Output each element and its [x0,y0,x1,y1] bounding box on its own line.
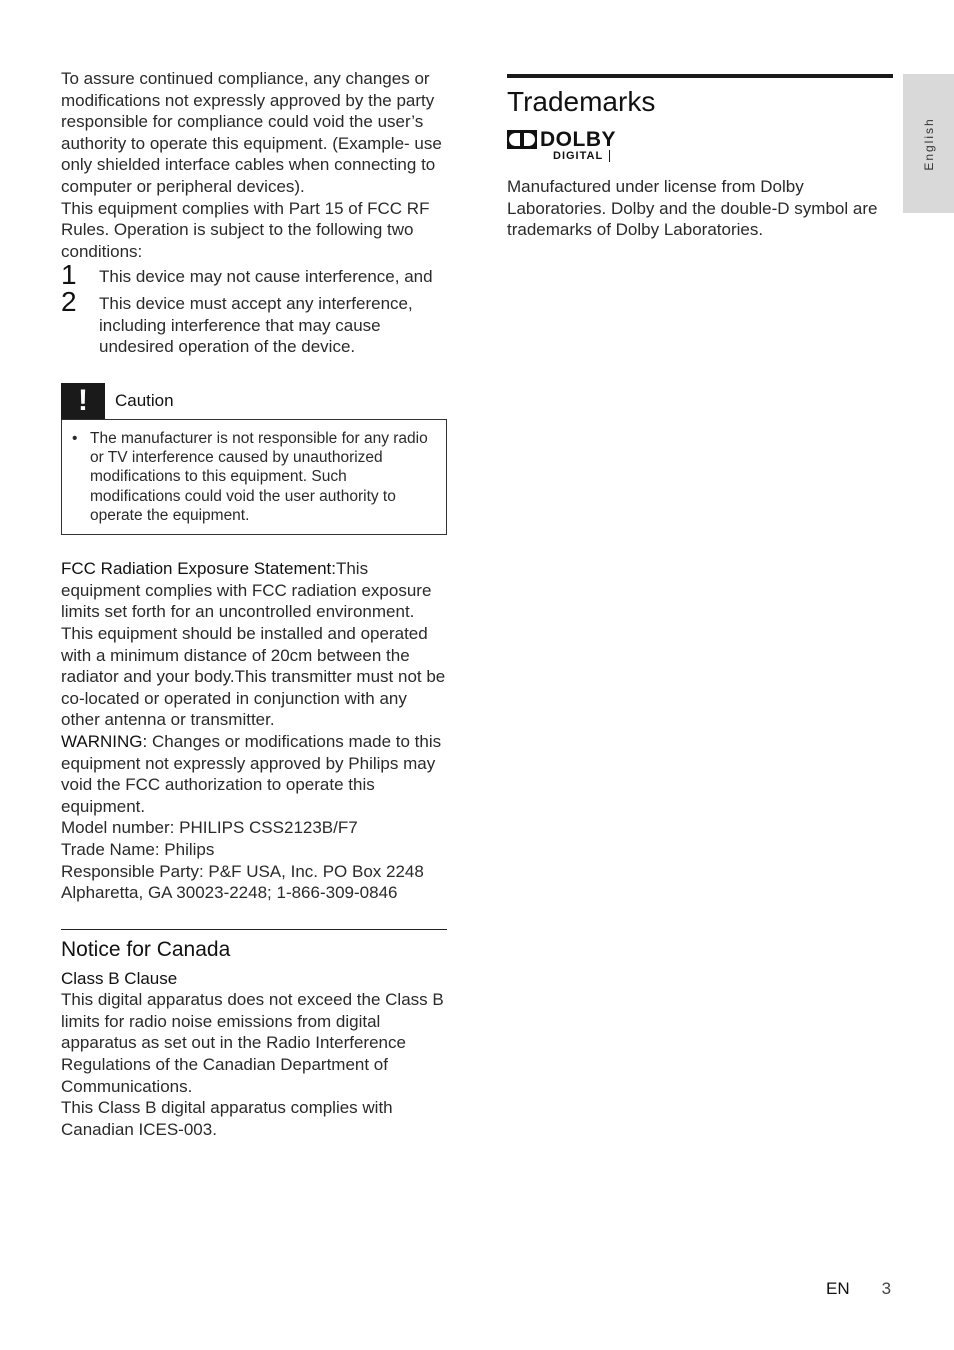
class-b-subhead: Class B Clause [61,968,178,988]
fcc-text: This equipment complies with FCC radiation exposure limits set forth for an uncontrolled environment. This equipment should be installed and operated with a minimum distance of 20cm between the radiator and your body.This transmitter must not be co-located or operated in conjunction with any other antenna or transmitter. [61,559,446,730]
list-item [72,429,436,525]
footer-language: EN [826,1279,850,1298]
section-divider [507,74,893,78]
trade-name: Trade Name: Philips [61,839,215,859]
page-number: 3 [881,1279,892,1298]
list-text: This device may not cause interference, and [99,267,433,287]
responsible-party: Responsible Party: P&F USA, Inc. PO Box 2248 Alpharetta, GA 30023-2248; 1-866-309-0846 [61,861,424,903]
dolby-word: DOLBY [540,128,616,151]
warning-statement [61,731,447,817]
fcc-label: FCC Radiation Exposure Statement: [61,559,336,579]
section-divider [61,929,447,930]
part15-paragraph: This equipment complies with Part 15 of FCC RF Rules. Operation is subject to the following two conditions: [61,198,430,261]
list-text: This device must accept any interference, including interference that may cause undesired operation of the device. [99,293,413,357]
intro-paragraph: To assure continued compliance, any changes or modifications not expressly approved by the party responsible for compliance could void the user’s authority to operate this equipment. (Example- use only shielded interface cables when connecting to computer or peripheral devices). [61,69,442,196]
dolby-digital-word: DIGITAL [553,150,610,162]
right-column [507,74,893,241]
list-item [61,259,447,291]
list-number: 1 [61,259,77,291]
dolby-digital-logo [507,130,619,162]
fcc-section [61,558,447,904]
trademarks-text: Manufactured under license from Dolby Laboratories. Dolby and the double-D symbol are trademarks of Dolby Laboratories. [507,177,878,240]
left-column [61,68,447,1140]
warning-label: WARNING: [61,731,148,751]
list-number: 2 [61,285,77,317]
caution-box [61,419,447,535]
warning-text: Changes or modifications made to this equipment not expressly approved by Philips may void the FCC authorization to operate this equipment. [61,731,442,816]
list-item [61,285,447,358]
trademarks-title: Trademarks [507,86,656,117]
double-d-icon [507,130,537,149]
conditions-list [61,259,447,357]
caution-block [61,383,447,535]
canada-paragraph-1: This digital apparatus does not exceed the Class B limits for radio noise emissions from digital apparatus as set out in the Radio Interference Regulations of the Canadian Department of Communications. [61,990,444,1096]
canada-title: Notice for Canada [61,937,231,961]
bullet-icon: • [72,429,78,447]
page-footer [826,1279,891,1299]
exclamation-icon: ! [61,383,105,419]
model-number: Model number: PHILIPS CSS2123B/F7 [61,818,358,838]
language-tab-label: English [921,116,936,171]
language-tab [903,74,954,213]
dolby-logo-top [507,130,619,149]
caution-title: Caution [115,390,174,410]
canada-paragraph-2: This Class B digital apparatus complies with Canadian ICES-003. [61,1098,393,1139]
fcc-statement [61,558,447,731]
caution-text: The manufacturer is not responsible for any radio or TV interference caused by unauthorized modifications to this equipment. Such modifications could void the user authority to operate the equipment. [90,429,428,524]
caution-list [72,429,436,525]
caution-header [61,383,447,419]
